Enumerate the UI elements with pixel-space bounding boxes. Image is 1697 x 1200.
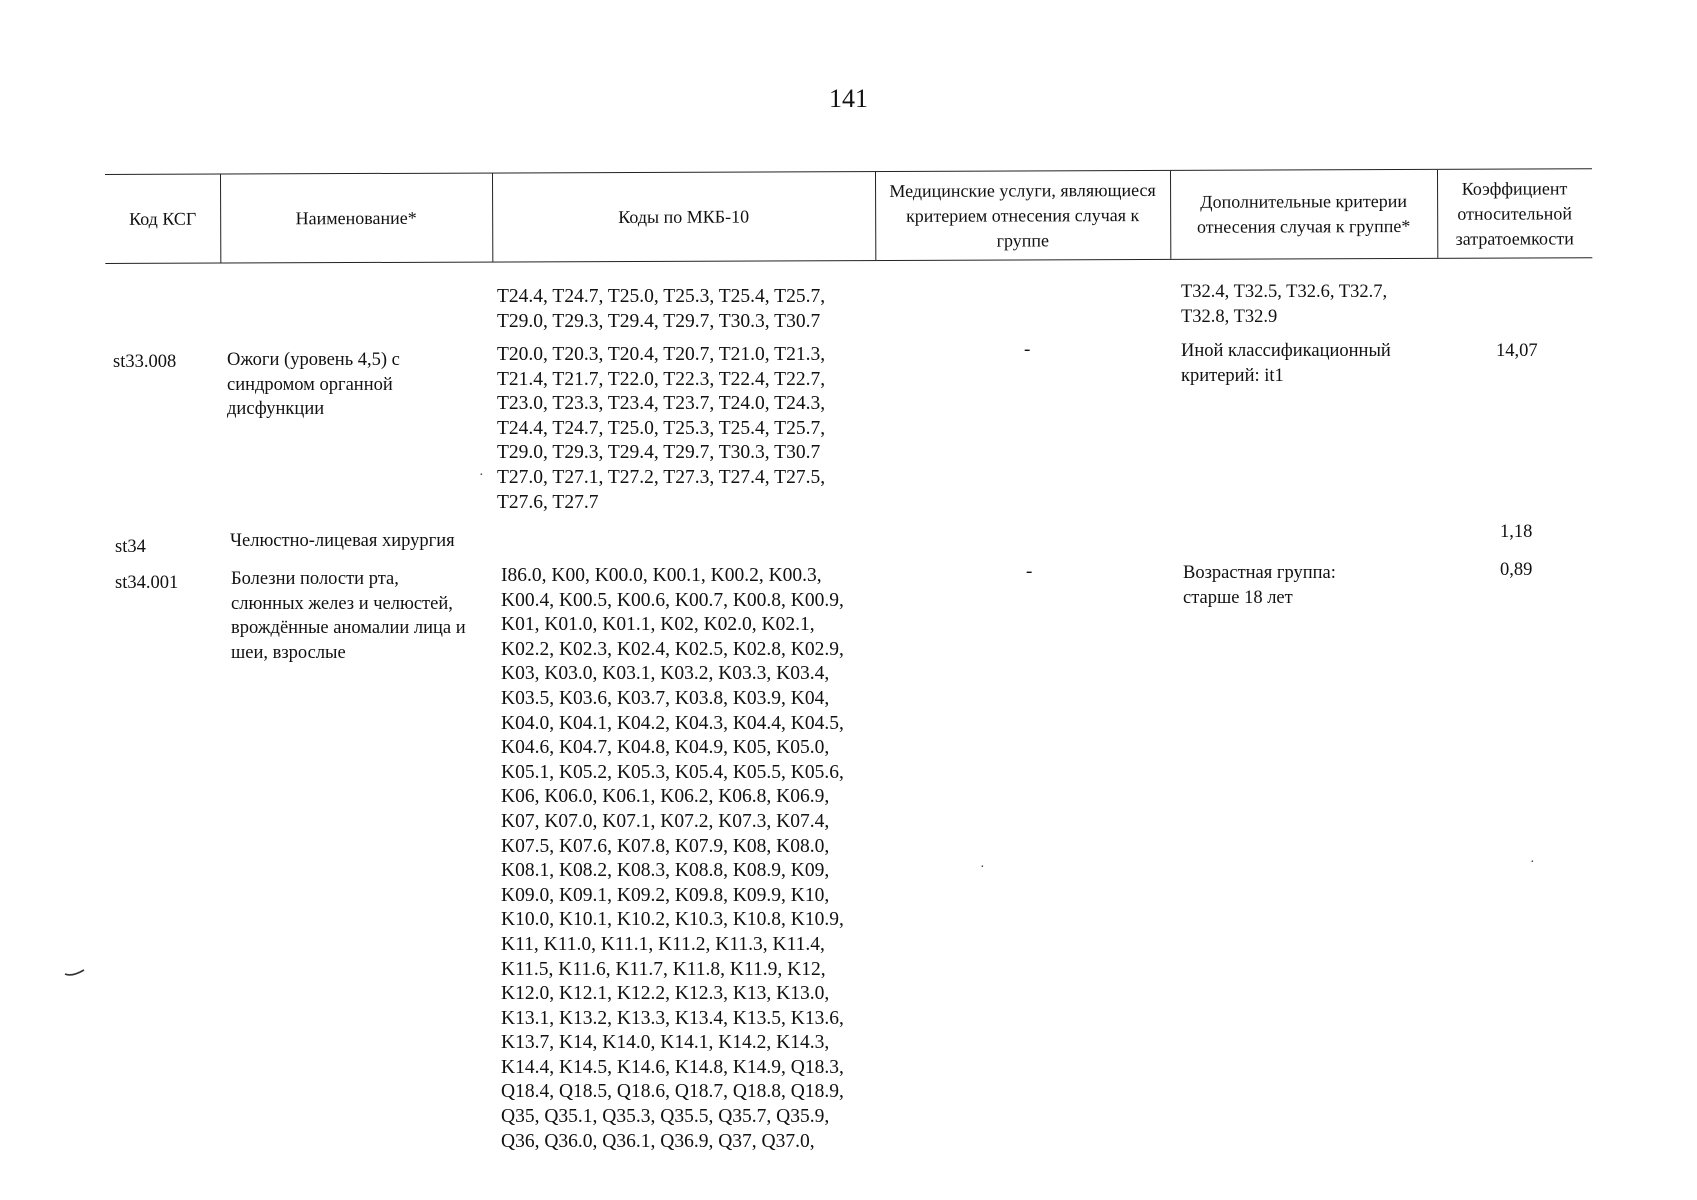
- row-st34-name: Челюстно-лицевая хирургия: [230, 531, 455, 551]
- row-st33008-code: st33.008: [113, 352, 177, 372]
- header-services: Медицинские услуги, являющиеся критерием отнесения случая к группе: [889, 179, 1156, 251]
- row-st34001-code: st34.001: [115, 573, 179, 593]
- header-name: Наименование*: [295, 207, 417, 228]
- row-cont-criteria: T32.4, T32.5, T32.6, T32.7, T32.8, T32.9: [1181, 282, 1388, 327]
- header-coef: Коэффициент относительной затратоемкости: [1455, 177, 1574, 249]
- header-criteria: Дополнительные критерии отнесения случая к группе*: [1196, 191, 1411, 237]
- table-header: [105, 168, 1592, 264]
- header-mkb: Коды по МКБ-10: [618, 206, 750, 227]
- row-st33008-criteria: Иной классификационный критерий: it1: [1181, 341, 1391, 386]
- row-st34001-name: Болезни полости рта, слюнных желез и челюстей, врождённые аномалии лица и шеи, взрослые: [231, 569, 466, 663]
- row-st33008-services: -: [1024, 339, 1031, 360]
- scan-speck: ·: [980, 860, 985, 875]
- row-st34-code: st34: [115, 537, 146, 557]
- row-st34001-coef: 0,89: [1500, 560, 1533, 580]
- header-code: Код КСГ: [129, 208, 197, 229]
- scan-mark: [64, 968, 86, 978]
- row-st33008-mkb: T20.0, T20.3, T20.4, T20.7, T21.0, T21.3, T21.4, T21.7, T22.0, T22.3, T22.4, T22.7, T23.0, T23.3, T23.4, T23.7, T24.0, T24.3, T24.4, T24.7, T25.0, T25.3, T25.4, T25.7, T29.0, T29.3, T29.4, T29.7, T30.3, T30.7 T27.0, T27.1, T27.2, T27.3, T27.4, T27.5, T27.6, T27.7: [497, 344, 826, 513]
- row-st34001-mkb: I86.0, K00, K00.0, K00.1, K00.2, K00.3, K00.4, K00.5, K00.6, K00.7, K00.8, K00.9, K01, K01.0, K01.1, K02, K02.0, K02.1, K02.2, K02.3, K02.4, K02.5, K02.8, K02.9, K03, K03.0, K03.1, K03.2, K03.3, K03.4, K03.5, K03.6, K03.7, K03.8, K03.9, K04, K04.0, K04.1, K04.2, K04.3, K04.4, K04.5, K04.6, K04.7, K04.8, K04.9, K05, K05.0, K05.1, K05.2, K05.3, K05.4, K05.5, K05.6, K06, K06.0, K06.1, K06.2, K06.8, K06.9, K07, K07.0, K07.1, K07.2, K07.3, K07.4, K07.5, K07.6, K07.8, K07.9, K08, K08.0, K08.1, K08.2, K08.3, K08.8, K08.9, K09, K09.0, K09.1, K09.2, K09.8, K09.9, K10, K10.0, K10.1, K10.2, K10.3, K10.8, K10.9, K11, K11.0, K11.1, K11.2, K11.3, K11.4, K11.5, K11.6, K11.7, K11.8, K11.9, K12, K12.0, K12.1, K12.2, K12.3, K13, K13.0, K13.1, K13.2, K13.3, K13.4, K13.5, K13.6, K13.7, K14, K14.0, K14.1, K14.2, K14.3, K14.4, K14.5, K14.6, K14.8, K14.9, Q18.3, Q18.4, Q18.5, Q18.6, Q18.7, Q18.8, Q18.9, Q35, Q35.1, Q35.3, Q35.5, Q35.7, Q35.9, Q36, Q36.0, Q36.1, Q36.9, Q37, Q37.0,: [501, 565, 844, 1152]
- row-st33008-coef: 14,07: [1496, 341, 1538, 361]
- row-st33008-name: Ожоги (уровень 4,5) с синдромом органной дисфункции: [227, 350, 400, 419]
- page-number: 141: [829, 84, 868, 113]
- row-st34001-services: -: [1026, 561, 1033, 582]
- row-st34-coef: 1,18: [1500, 522, 1533, 542]
- row-st34001-criteria: Возрастная группа: старше 18 лет: [1183, 563, 1336, 608]
- row-cont-mkb: T24.4, T24.7, T25.0, T25.3, T25.4, T25.7, T29.0, T29.3, T29.4, T29.7, T30.3, T30.7: [497, 286, 826, 332]
- scan-speck: ·: [479, 468, 484, 483]
- scan-speck: ·: [1530, 855, 1535, 870]
